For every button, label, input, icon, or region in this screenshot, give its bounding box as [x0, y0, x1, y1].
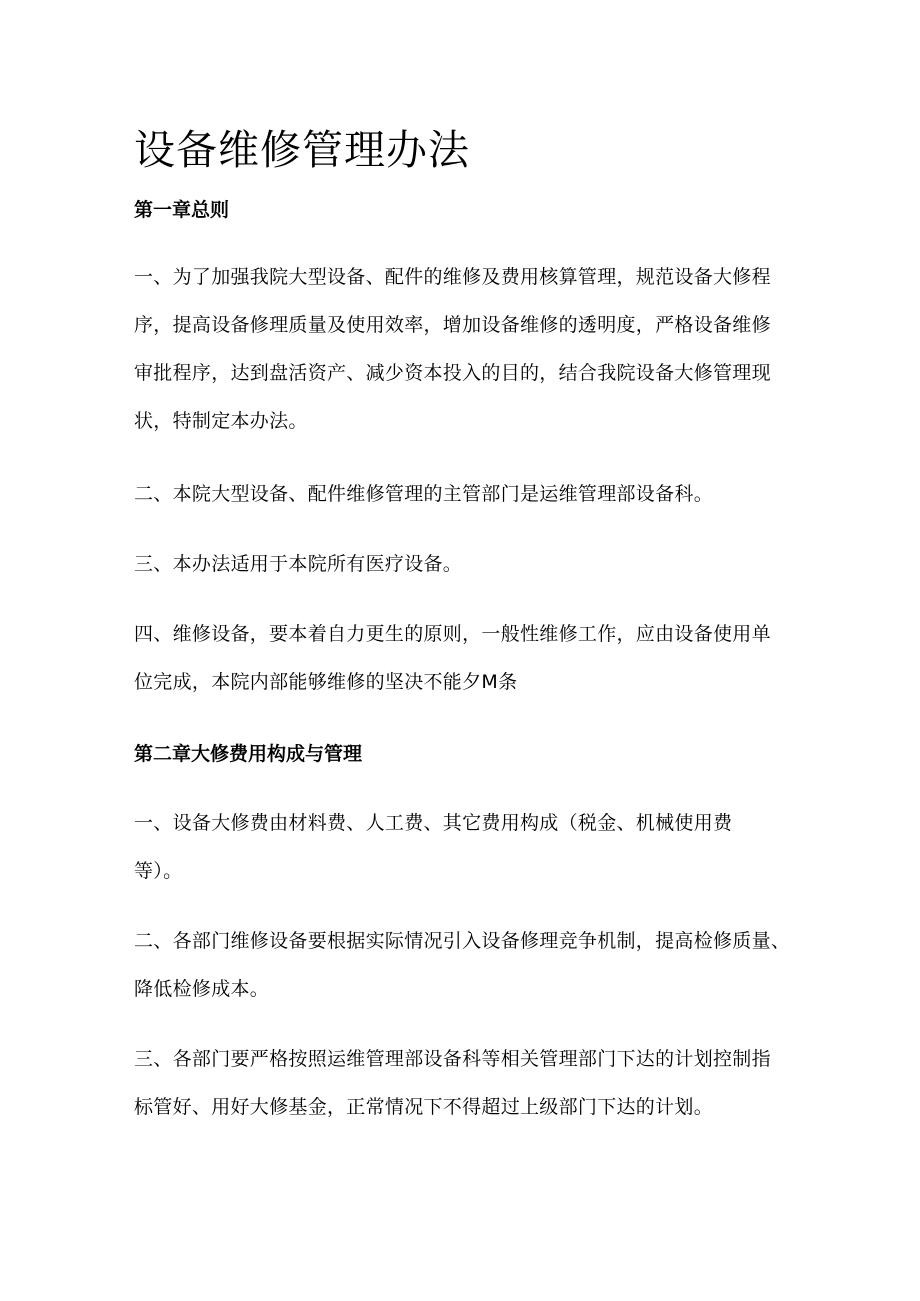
paragraph-line: 降低检修成本。 [134, 978, 270, 1000]
paragraph-line: 位完成，本院内部能够维修的坚决不能夕M条 [134, 671, 518, 693]
paragraph-line: 三、各部门要严格按照运维管理部设备科等相关管理部门下达的计划控制指 [134, 1048, 771, 1070]
chapter-1-paragraph-3 [134, 540, 794, 588]
chapter-1-paragraph-4 [134, 610, 794, 706]
paragraph-line: 序，提高设备修理质量及使用效率，增加设备维修的透明度，严格设备维修 [134, 314, 771, 336]
paragraph-line: 标管好、用好大修基金，正常情况下不得超过上级部门下达的计划。 [134, 1096, 714, 1118]
chapter-2-heading: 第二章大修费用构成与管理 [134, 743, 363, 765]
chapter-1-paragraph-1 [134, 253, 794, 445]
paragraph-line: 二、各部门维修设备要根据实际情况引入设备修理竞争机制，提高检修质量、 [134, 930, 791, 952]
paragraph-line: 审批程序，达到盘活资产、减少资本投入的目的，结合我院设备大修管理现 [134, 362, 771, 384]
paragraph-line: 一、设备大修费由材料费、人工费、其它费用构成（税金、机械使用费 [134, 812, 733, 834]
chapter-2-paragraph-1 [134, 799, 794, 895]
chapter-2-paragraph-2 [134, 917, 794, 1013]
paragraph-line: 状，特制定本办法。 [134, 410, 308, 432]
chapter-1-paragraph-2 [134, 470, 794, 518]
paragraph-line: 三、本办法适用于本院所有医疗设备。 [134, 553, 463, 575]
chapter-2-paragraph-3 [134, 1035, 794, 1131]
paragraph-line: 等）。 [134, 860, 183, 882]
paragraph-line: 四、维修设备，要本着自力更生的原则，一般性维修工作，应由设备使用单 [134, 623, 771, 645]
document-title: 设备维修管理办法 [134, 126, 470, 174]
paragraph-line: 二、本院大型设备、配件维修管理的主管部门是运维管理部设备科。 [134, 483, 714, 505]
chapter-1-heading: 第一章总则 [134, 199, 230, 221]
paragraph-line: 一、为了加强我院大型设备、配件的维修及费用核算管理，规范设备大修程 [134, 266, 771, 288]
